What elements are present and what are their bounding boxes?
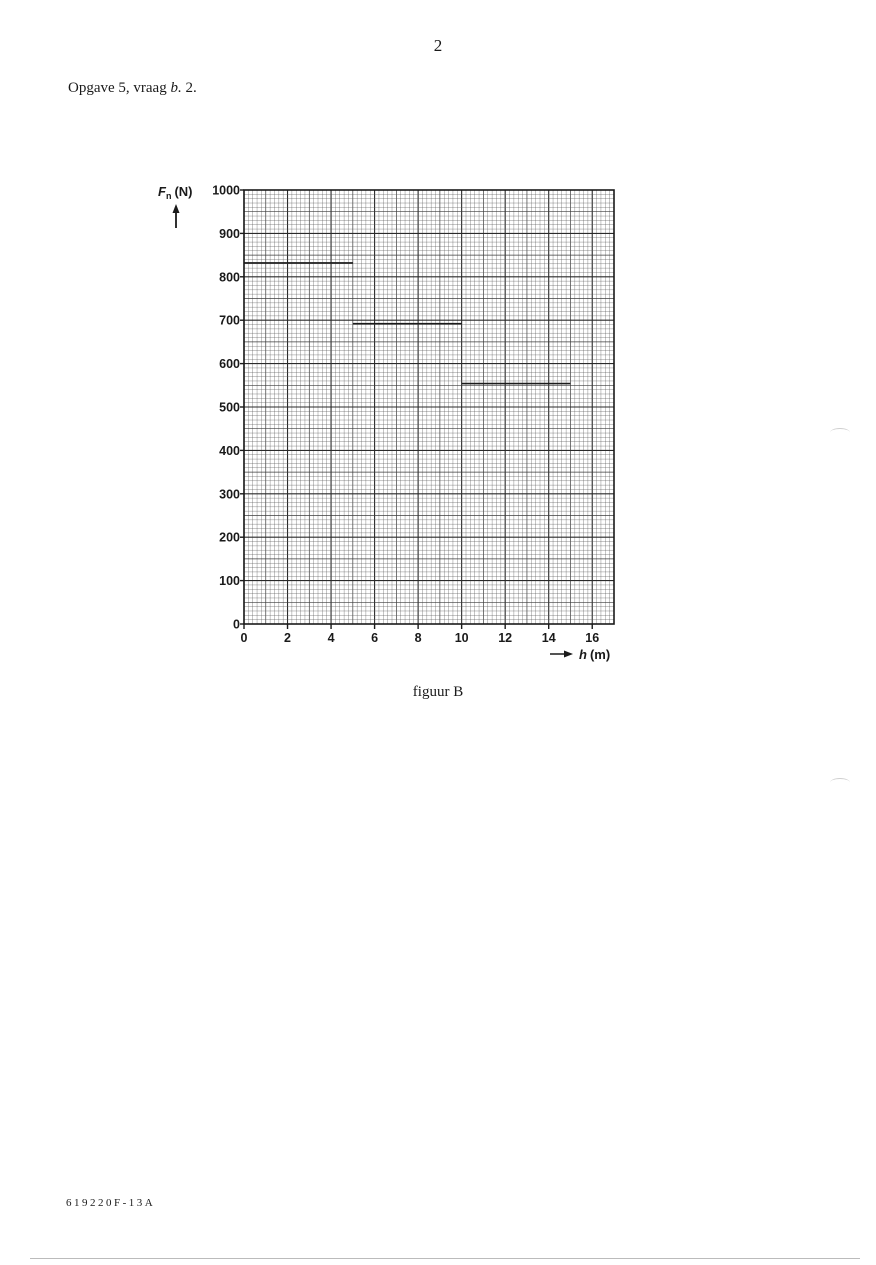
page-bottom-rule [30,1258,860,1259]
y-axis-label [158,184,193,201]
x-tick-label: 0 [240,631,248,645]
question-prefix: Opgave 5, vraag [68,80,171,96]
y-tick-label: 800 [219,270,240,285]
scan-mark [830,778,850,787]
x-tick-label: 16 [585,631,600,645]
page-number: 2 [433,36,443,55]
y-axis-unit: (N) [174,184,193,199]
y-tick-label: 500 [219,400,240,415]
y-tick-label: 200 [219,530,240,545]
scan-mark [830,428,850,437]
x-tick-label: 6 [371,631,379,645]
footer-code: 619220F-13A [66,1197,156,1209]
axis-labels [158,184,610,662]
y-tick-label: 300 [219,487,240,502]
grid [244,190,614,624]
x-tick-label: 2 [284,631,292,645]
question-italic-part: b. [170,80,182,96]
x-axis-label [579,647,610,662]
x-axis-symbol: h [579,647,587,662]
y-axis-arrow [173,204,180,228]
question-suffix: 2. [181,80,197,96]
y-tick-label: 0 [233,617,240,632]
y-tick-label: 1000 [212,183,240,198]
x-tick-label: 12 [498,631,513,645]
y-tick-label: 100 [219,574,240,589]
y-tick-label: 400 [219,443,240,458]
y-axis-symbol: F [158,184,166,199]
x-tick-label: 4 [327,631,335,645]
x-axis-arrow [550,651,573,658]
y-tick-label: 900 [219,226,240,241]
y-axis-subscript: n [165,191,172,201]
x-tick-label: 8 [414,631,422,645]
figure-caption: figuur B [412,684,464,700]
x-axis-unit: (m) [589,647,611,662]
y-tick-label: 600 [219,357,240,372]
x-tick-label: 10 [454,631,469,645]
x-tick-label: 14 [541,631,556,645]
y-tick-label: 700 [219,313,240,328]
